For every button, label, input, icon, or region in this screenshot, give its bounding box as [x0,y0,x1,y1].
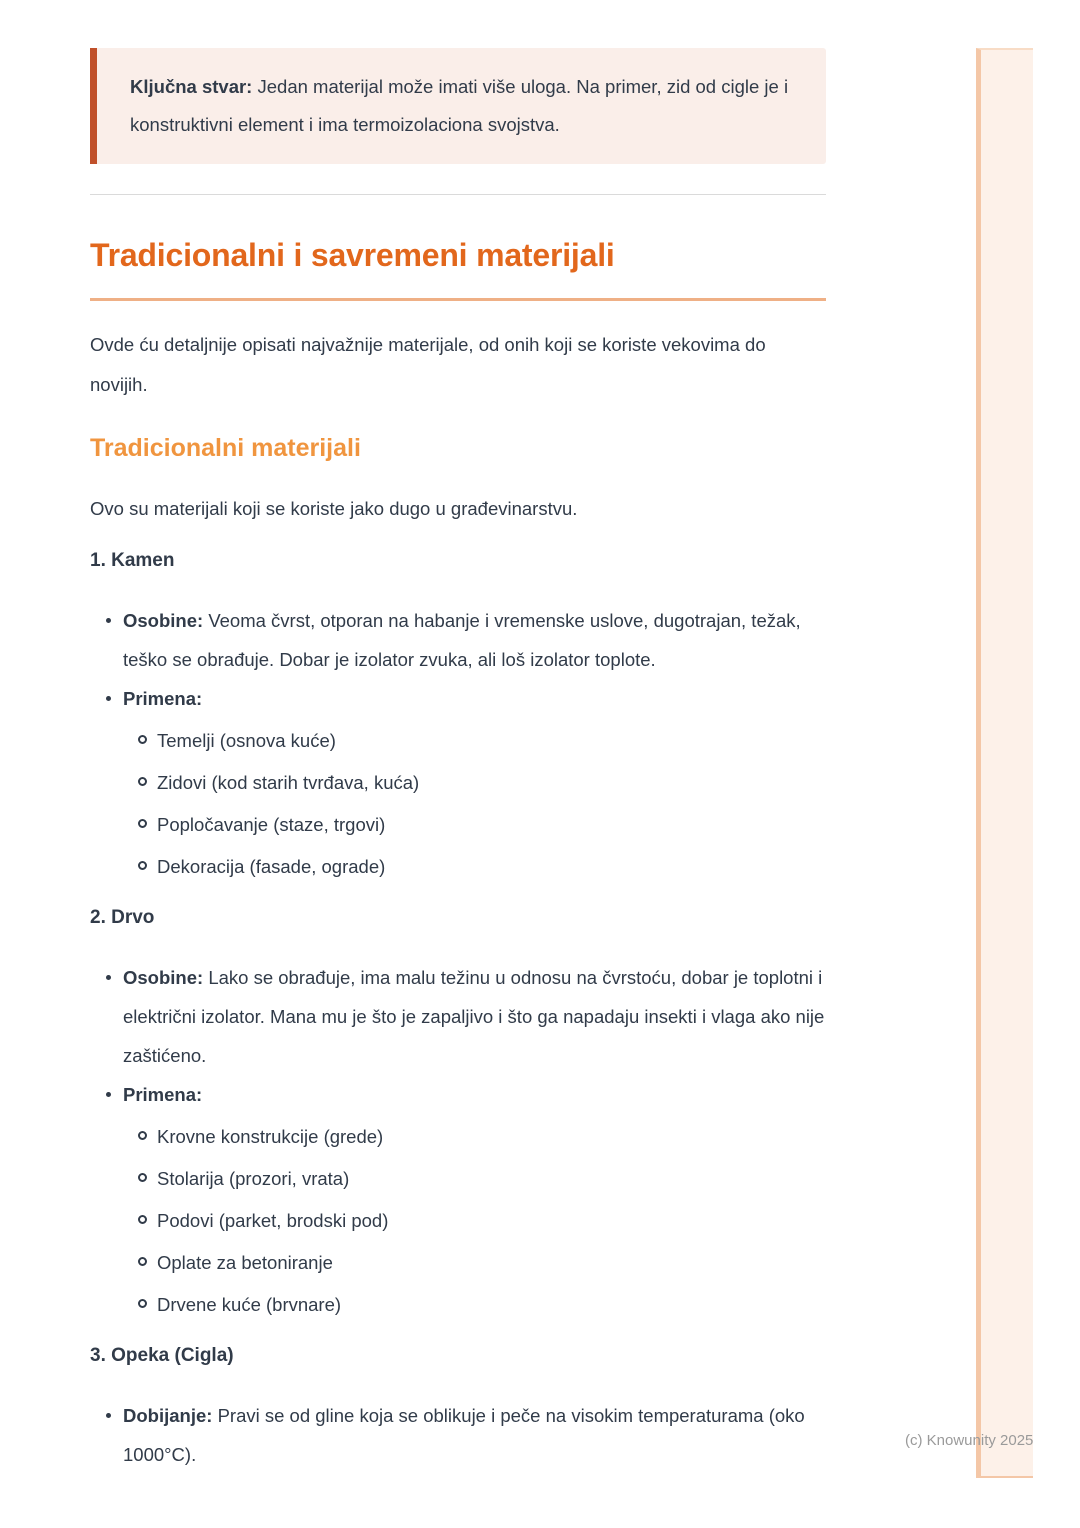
item-title-opeka: 3. Opeka (Cigla) [90,1345,234,1366]
sub-list [123,721,826,886]
side-strip [976,48,1033,1478]
sub-item: Podovi (parket, brodski pod) [157,1201,826,1240]
key-point-callout [90,48,826,164]
item-title-drvo: 2. Drvo [90,907,155,928]
subsection-intro: Ovo su materijali koji se koriste jako dugo u građevinarstvu. [90,498,578,519]
bullet-text: Pravi se od gline koja se oblikuje i peče na visokim temperaturama (oko 1000°C). [123,1405,805,1465]
sub-item: Krovne konstrukcije (grede) [157,1117,826,1156]
bullet-item [123,1075,826,1324]
bullet-item [123,679,826,886]
section-divider [90,194,826,195]
page-title: Tradicionalni i savremeni materijali [90,235,826,301]
sub-item: Drvene kuće (brvnare) [157,1285,826,1324]
sub-item: Zidovi (kod starih tvrđava, kuća) [157,763,826,802]
bullet-list-opeka [90,1396,826,1474]
watermark: (c) Knowunity 2025 [905,1432,1034,1449]
sub-item: Oplate za betoniranje [157,1243,826,1282]
sub-item: Stolarija (prozori, vrata) [157,1159,826,1198]
callout-text [130,68,802,144]
subsection-title: Tradicionalni materijali [90,434,361,462]
callout-body: Jedan materijal može imati više uloga. Na primer, zid od cigle je i konstruktivni element i ima termoizolaciona svojstva. [130,76,789,135]
bullet-list-kamen [90,601,826,886]
bullet-item [123,601,826,679]
callout-label: Ključna stvar: [130,76,253,97]
page-content [90,48,826,1474]
bullet-label: Dobijanje: [123,1405,213,1426]
bullet-label: Osobine: [123,967,204,988]
bullet-list-drvo [90,958,826,1324]
bullet-item [123,958,826,1075]
intro-paragraph: Ovde ću detaljnije opisati najvažnije materijale, od onih koji se koriste vekovima do novijih. [90,334,766,395]
bullet-item [123,1396,826,1474]
bullet-label: Primena: [123,1084,203,1105]
sub-item: Dekoracija (fasade, ograde) [157,847,826,886]
bullet-label: Osobine: [123,610,204,631]
bullet-text: Lako se obrađuje, ima malu težinu u odnosu na čvrstoću, dobar je toplotni i električni izolator. Mana mu je što je zapaljivo i što ga napadaju insekti i vlaga ako nije zaštićeno. [123,967,825,1066]
sub-item: Temelji (osnova kuće) [157,721,826,760]
item-title-kamen: 1. Kamen [90,550,175,571]
bullet-text: Veoma čvrst, otporan na habanje i vremenske uslove, dugotrajan, težak, teško se obrađuje. Dobar je izolator zvuka, ali loš izolator toplote. [123,610,801,670]
sub-item: Popločavanje (staze, trgovi) [157,805,826,844]
bullet-label: Primena: [123,688,203,709]
sub-list [123,1117,826,1324]
